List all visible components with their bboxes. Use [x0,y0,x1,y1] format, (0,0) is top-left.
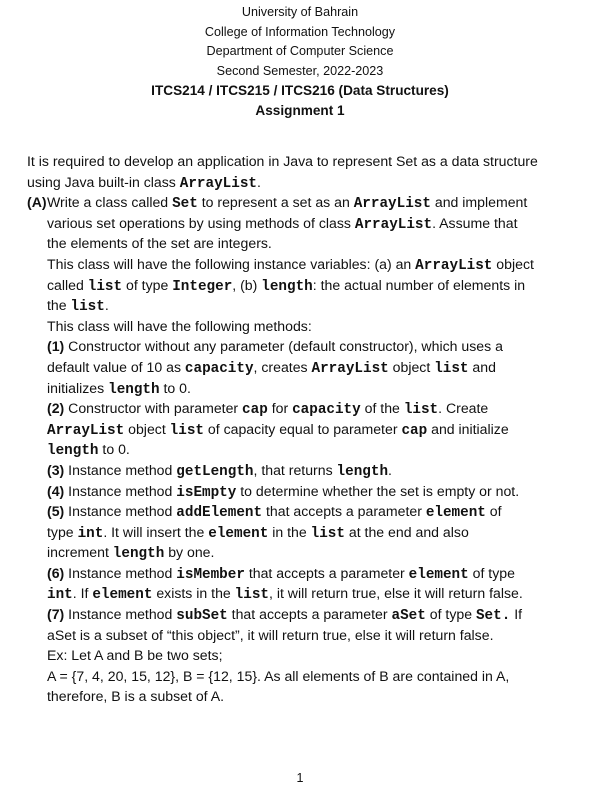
method-3: (3) Instance method getLength, that returns length. [47,461,392,480]
method-2: length to 0. [47,441,130,460]
part-a-label: (A) [27,194,47,211]
document-header [0,3,600,121]
page-number: 1 [296,771,304,785]
method-5: type int. It will insert the element in the list at the end and also [47,523,469,542]
method-7: aSet is a subset of “this object”, it will return true, else it will return false. [47,626,494,643]
method-1: (1) Constructor without any parameter (default constructor), which uses a [47,338,503,355]
department-name: Department of Computer Science [206,44,394,59]
semester-label: Second Semester, 2022-2023 [216,63,384,78]
method-6: (6) Instance method isMember that accepts a parameter element of type [47,564,515,583]
part-a-line: Write a class called Set to represent a set as an ArrayList and implement [47,194,528,213]
example-line: therefore, B is a subset of A. [47,688,225,705]
method-7: (7) Instance method subSet that accepts a parameter aSet of type Set. If [47,606,523,625]
part-a-line: various set operations by using methods of class ArrayList. Assume that [47,214,518,233]
method-2: (2) Constructor with parameter cap for capacity of the list. Create [47,400,489,419]
course-title: ITCS214 / ITCS215 / ITCS216 (Data Structures) [151,83,449,99]
example-line: Ex: Let A and B be two sets; [47,647,223,664]
intro-line: using Java built-in class ArrayList. [27,173,261,192]
instance-vars-line: This class will have the following instance variables: (a) an ArrayList object [47,255,534,274]
method-5: (5) Instance method addElement that accepts a parameter element of [47,503,502,522]
method-5: increment length by one. [47,544,215,563]
method-4: (4) Instance method isEmpty to determine whether the set is empty or not. [47,482,520,501]
assignment-body [27,151,577,707]
example-line: A = {7, 4, 20, 15, 12}, B = {12, 15}. As all elements of B are contained in A, [47,667,510,684]
method-1: initializes length to 0. [47,379,191,398]
intro-line: It is required to develop an application in Java to represent Set as a data structure [27,153,538,169]
assignment-title: Assignment 1 [255,102,345,118]
intro-paragraph [27,151,577,192]
method-1: default value of 10 as capacity, creates ArrayList object list and [47,358,496,377]
college-name: College of Information Technology [204,24,396,39]
method-6: int. If element exists in the list, it will return true, else it will return false. [47,585,523,604]
part-a-line: the elements of the set are integers. [47,235,272,252]
instance-vars-line: the list. [47,297,109,316]
method-2: ArrayList object list of capacity equal to parameter cap and initialize [47,420,509,439]
methods-intro: This class will have the following methods: [47,317,312,334]
part-a [27,192,577,707]
university-name: University of Bahrain [241,5,359,19]
instance-vars-line: called list of type Integer, (b) length: the actual number of elements in [47,276,526,295]
